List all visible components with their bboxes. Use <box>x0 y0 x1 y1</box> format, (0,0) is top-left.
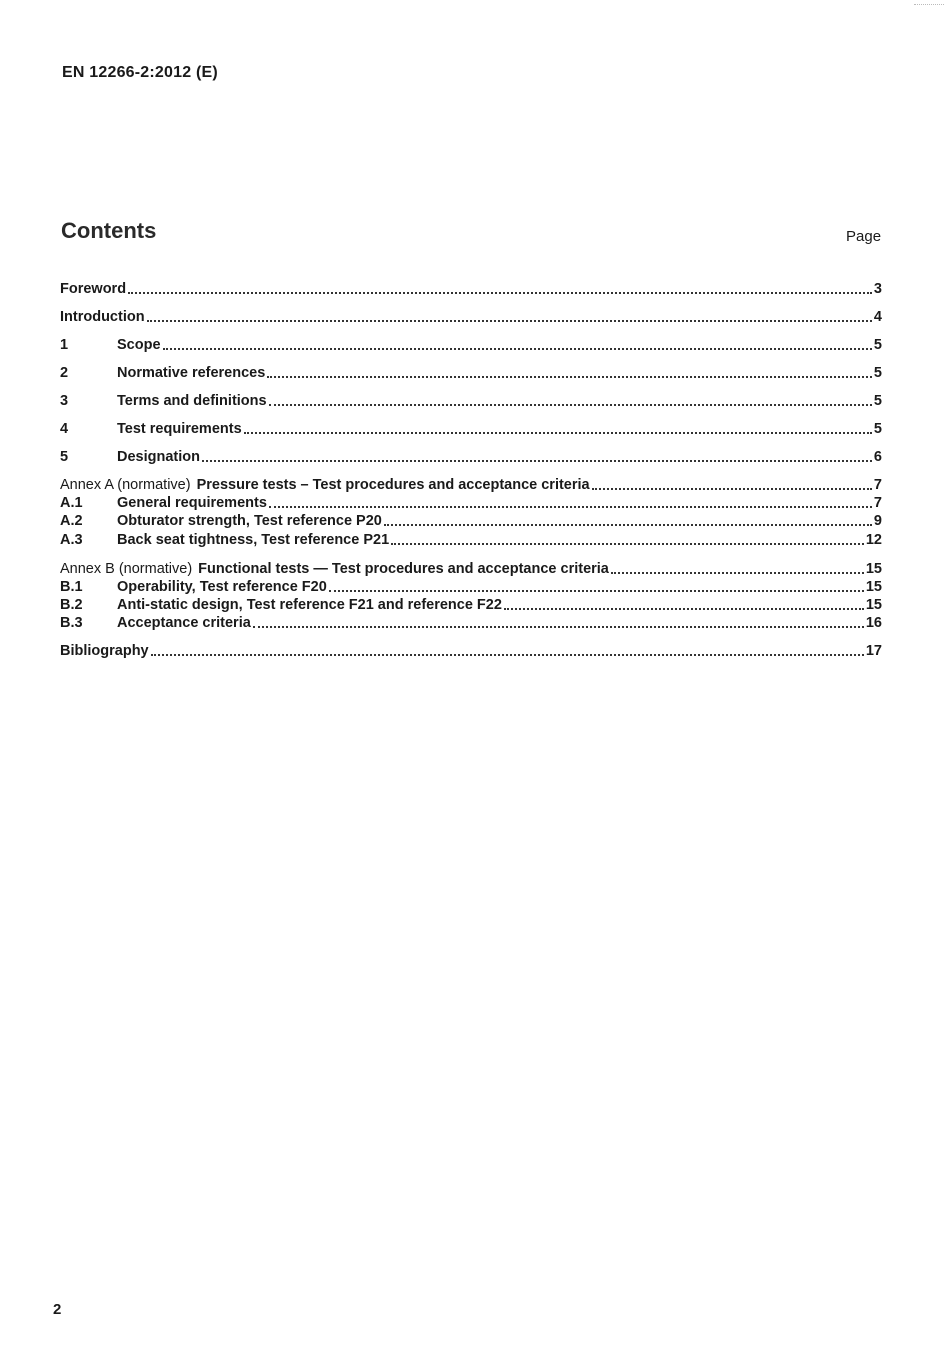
toc-entry-page: 7 <box>873 495 882 511</box>
toc-entry-b3[interactable] <box>60 612 882 632</box>
toc-entry-page: 16 <box>865 615 882 631</box>
toc-entry-page: 3 <box>873 281 882 297</box>
toc-entry-title: Obturator strength, Test reference P20 <box>117 513 382 529</box>
toc-entry-number: 3 <box>60 393 69 409</box>
toc-entry-number: B.2 <box>60 597 83 613</box>
toc-entry-title: Foreword <box>60 281 127 297</box>
toc-entry-number: 5 <box>60 449 69 465</box>
toc-entry-terms[interactable] <box>60 390 882 410</box>
dot-leader <box>202 460 872 462</box>
scan-mark <box>914 4 944 5</box>
document-id: EN 12266-2:2012 (E) <box>62 64 218 81</box>
toc-entry-page: 15 <box>865 597 882 613</box>
toc-entry-number: 4 <box>60 421 69 437</box>
page-column-label: Page <box>846 228 882 245</box>
toc-entry-a2[interactable] <box>60 510 882 530</box>
toc-entry-page: 6 <box>873 449 882 465</box>
dot-leader <box>504 608 864 610</box>
toc-entry-scope[interactable] <box>60 334 882 354</box>
toc-entry-title: Test requirements <box>117 421 242 437</box>
toc-entry-page: 5 <box>873 393 882 409</box>
toc-entry-b2[interactable] <box>60 594 882 614</box>
page-title: Contents <box>61 218 157 243</box>
toc-entry-number: Annex B (normative) <box>60 561 193 577</box>
toc-entry-introduction[interactable] <box>60 306 882 326</box>
toc-entry-designation[interactable] <box>60 446 882 466</box>
toc-entry-page: 15 <box>865 579 882 595</box>
toc-entry-page: 17 <box>865 643 882 659</box>
toc-entry-title: Terms and definitions <box>117 393 267 409</box>
page-number: 2 <box>53 1301 62 1318</box>
toc-entry-annex-b[interactable] <box>60 558 882 578</box>
toc-entry-page: 7 <box>873 477 882 493</box>
toc-entry-number: Annex A (normative) <box>60 477 191 493</box>
toc-entry-number: 1 <box>60 337 69 353</box>
dot-leader <box>253 626 864 628</box>
dot-leader <box>163 348 872 350</box>
toc-entry-title: Pressure tests – Test procedures and acceptance criteria <box>196 477 590 493</box>
toc-entry-b1[interactable] <box>60 576 882 596</box>
toc-entry-title: Functional tests — Test procedures and acceptance criteria <box>198 561 609 577</box>
toc-entry-title: Normative references <box>117 365 266 381</box>
toc-entry-page: 9 <box>873 513 882 529</box>
toc-entry-annex-a[interactable] <box>60 474 882 494</box>
dot-leader <box>267 376 872 378</box>
dot-leader <box>244 432 872 434</box>
toc-entry-number: A.2 <box>60 513 83 529</box>
toc-entry-title: General requirements <box>117 495 267 511</box>
toc-entry-number: B.3 <box>60 615 83 631</box>
toc-entry-number: B.1 <box>60 579 83 595</box>
toc-entry-title: Back seat tightness, Test reference P21 <box>117 532 390 548</box>
toc-entry-page: 5 <box>873 337 882 353</box>
toc-entry-title: Anti-static design, Test reference F21 and reference F22 <box>117 597 502 613</box>
toc-entry-number: A.3 <box>60 532 83 548</box>
dot-leader <box>611 572 864 574</box>
dot-leader <box>391 543 864 545</box>
toc-entry-foreword[interactable] <box>60 278 882 298</box>
dot-leader <box>384 524 872 526</box>
dot-leader <box>592 488 872 490</box>
dot-leader <box>147 320 872 322</box>
dot-leader <box>128 292 872 294</box>
toc-entry-title: Acceptance criteria <box>117 615 251 631</box>
dot-leader <box>269 404 872 406</box>
toc-entry-title: Bibliography <box>60 643 149 659</box>
toc-entry-normative-references[interactable] <box>60 362 882 382</box>
toc-entry-test-requirements[interactable] <box>60 418 882 438</box>
dot-leader <box>151 654 864 656</box>
toc-entry-page: 5 <box>873 365 882 381</box>
toc-entry-a3[interactable] <box>60 529 882 549</box>
toc-entry-page: 4 <box>873 309 882 325</box>
toc-entry-title: Introduction <box>60 309 145 325</box>
toc-entry-page: 15 <box>865 561 882 577</box>
toc-entry-number: A.1 <box>60 495 83 511</box>
toc-entry-page: 5 <box>873 421 882 437</box>
toc-entry-bibliography[interactable] <box>60 640 882 660</box>
toc-entry-title: Scope <box>117 337 161 353</box>
toc-entry-title: Designation <box>117 449 200 465</box>
dot-leader <box>269 506 872 508</box>
toc-entry-a1[interactable] <box>60 492 882 512</box>
dot-leader <box>329 590 864 592</box>
toc-entry-page: 12 <box>865 532 882 548</box>
toc-entry-number: 2 <box>60 365 69 381</box>
toc-entry-title: Operability, Test reference F20 <box>117 579 327 595</box>
